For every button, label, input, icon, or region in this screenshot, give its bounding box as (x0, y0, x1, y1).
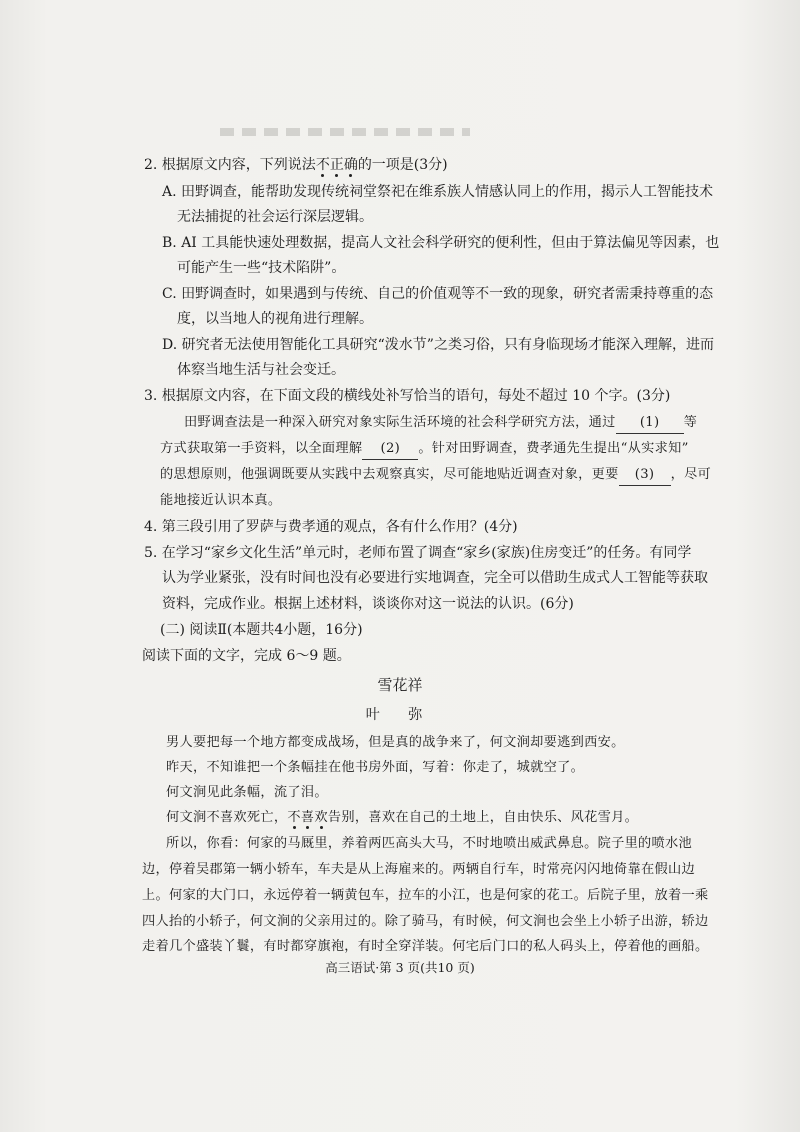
story-paragraph-5-line3: 上。何家的大门口，永远停着一辆黄包车，拉车的小江，也是何家的花工。后院子里，放着一乘 (142, 888, 709, 903)
q2-option-d-line1: D. 研究者无法使用智能化工具研究“泼水节”之类习俗，只有身临现场才能深入理解，进而 (162, 337, 714, 353)
story-paragraph-2: 昨天，不知谁把一个条幅挂在他书房外面，写着：你走了，城就空了。 (166, 760, 585, 775)
story-paragraph-5-line1: 所以，你看：何家的马厩里，养着两匹高头大马，不时地喷出威武鼻息。院子里的喷水池 (166, 836, 693, 851)
q3-blank-2[interactable]: (2) (362, 439, 418, 460)
q3-blank-1[interactable]: (1) (616, 413, 684, 434)
story-paragraph-5-line2: 边，停着吴郡第一辆小轿车，车夫是从上海雇来的。两辆自行车，时常亮闪闪地倚靠在假山边 (142, 862, 695, 877)
story-paragraph-1: 男人要把每一个地方都变成战场，但是真的战争来了，何文涧却要逃到西安。 (166, 735, 625, 750)
q3-stem: 3. 根据原文内容，在下面文段的横线处补写恰当的语句，每处不超过 10 个字。(3分) (144, 388, 671, 404)
q2-option-a-line1: A. 田野调查，能帮助发现传统祠堂祭祀在维系族人情感认同上的作用，揭示人工智能技术 (162, 184, 714, 200)
q2-option-c-line2: 度，以当地人的视角进行理解。 (177, 311, 373, 327)
q3-passage-line3: 的思想原则，他强调既要从实践中去观察真实，尽可能地贴近调查对象，更要 (3) ，尽可 (160, 465, 711, 486)
story-paragraph-5-line4: 四人抬的小轿子，何文涧的父亲用过的。除了骑马，有时候，何文涧也会坐上小轿子出游，轿边 (142, 914, 709, 929)
q3-passage-line4: 能地接近认识本真。 (160, 493, 282, 508)
story-paragraph-4: 何文涧不喜欢死亡，不喜欢告别，喜欢在自己的土地上，自由快乐、风花雪月。 (166, 810, 639, 825)
q3-passage-line2: 方式获取第一手资料，以全面理解 (2) 。针对田野调查，费孝通先生提出“从实求知” (160, 439, 689, 460)
cropped-header-remnant (220, 128, 470, 136)
section-heading: (二) 阅读Ⅱ(本题共4小题，16分) (160, 622, 363, 638)
story-author: 叶 弥 (365, 707, 435, 723)
q5-line2: 认为学业紧张，没有时间也没有必要进行实地调查，完全可以借助生成式人工智能等获取 (162, 570, 708, 586)
q3-blank-3[interactable]: (3) (619, 465, 671, 486)
q2-option-b-line2: 可能产生一些“技术陷阱”。 (177, 260, 346, 276)
story-paragraph-5-line5: 走着几个盛装丫鬟，有时都穿旗袍，有时全穿洋装。何宅后门口的私人码头上，停着他的画船。 (142, 939, 709, 954)
q5-line3: 资料，完成作业。根据上述材料，谈谈你对这一说法的认识。(6分) (162, 596, 574, 612)
story-title: 雪花祥 (377, 676, 423, 694)
q3-passage-line1: 田野调查法是一种深入研究对象实际生活环境的社会科学研究方法，通过 (1) 等 (184, 413, 697, 434)
q2-option-a-line2: 无法捕捉的社会运行深层逻辑。 (177, 209, 373, 225)
q2-option-d-line2: 体察当地生活与社会变迁。 (177, 362, 345, 378)
q4-stem: 4. 第三段引用了罗萨与费孝通的观点，各有什么作用？(4分) (144, 519, 518, 535)
page-footer: 高三语试·第 3 页(共10 页) (325, 960, 475, 975)
q2-option-c-line1: C. 田野调查时，如果遇到与传统、自己的价值观等不一致的现象，研究者需秉持尊重的态 (162, 286, 714, 302)
q5-line1: 5. 在学习“家乡文化生活”单元时，老师布置了调查“家乡(家族)住房变迁”的任务。有同学 (144, 545, 692, 561)
q2-option-b-line1: B. AI 工具能快速处理数据，提高人文社会科学研究的便利性，但由于算法偏见等因素，也 (162, 235, 720, 251)
q2-stem: 2. 根据原文内容，下列说法不正确的一项是(3分) (144, 157, 448, 173)
reading-instruction: 阅读下面的文字，完成 6～9 题。 (142, 648, 351, 664)
story-paragraph-3: 何文涧见此条幅，流了泪。 (166, 785, 328, 800)
